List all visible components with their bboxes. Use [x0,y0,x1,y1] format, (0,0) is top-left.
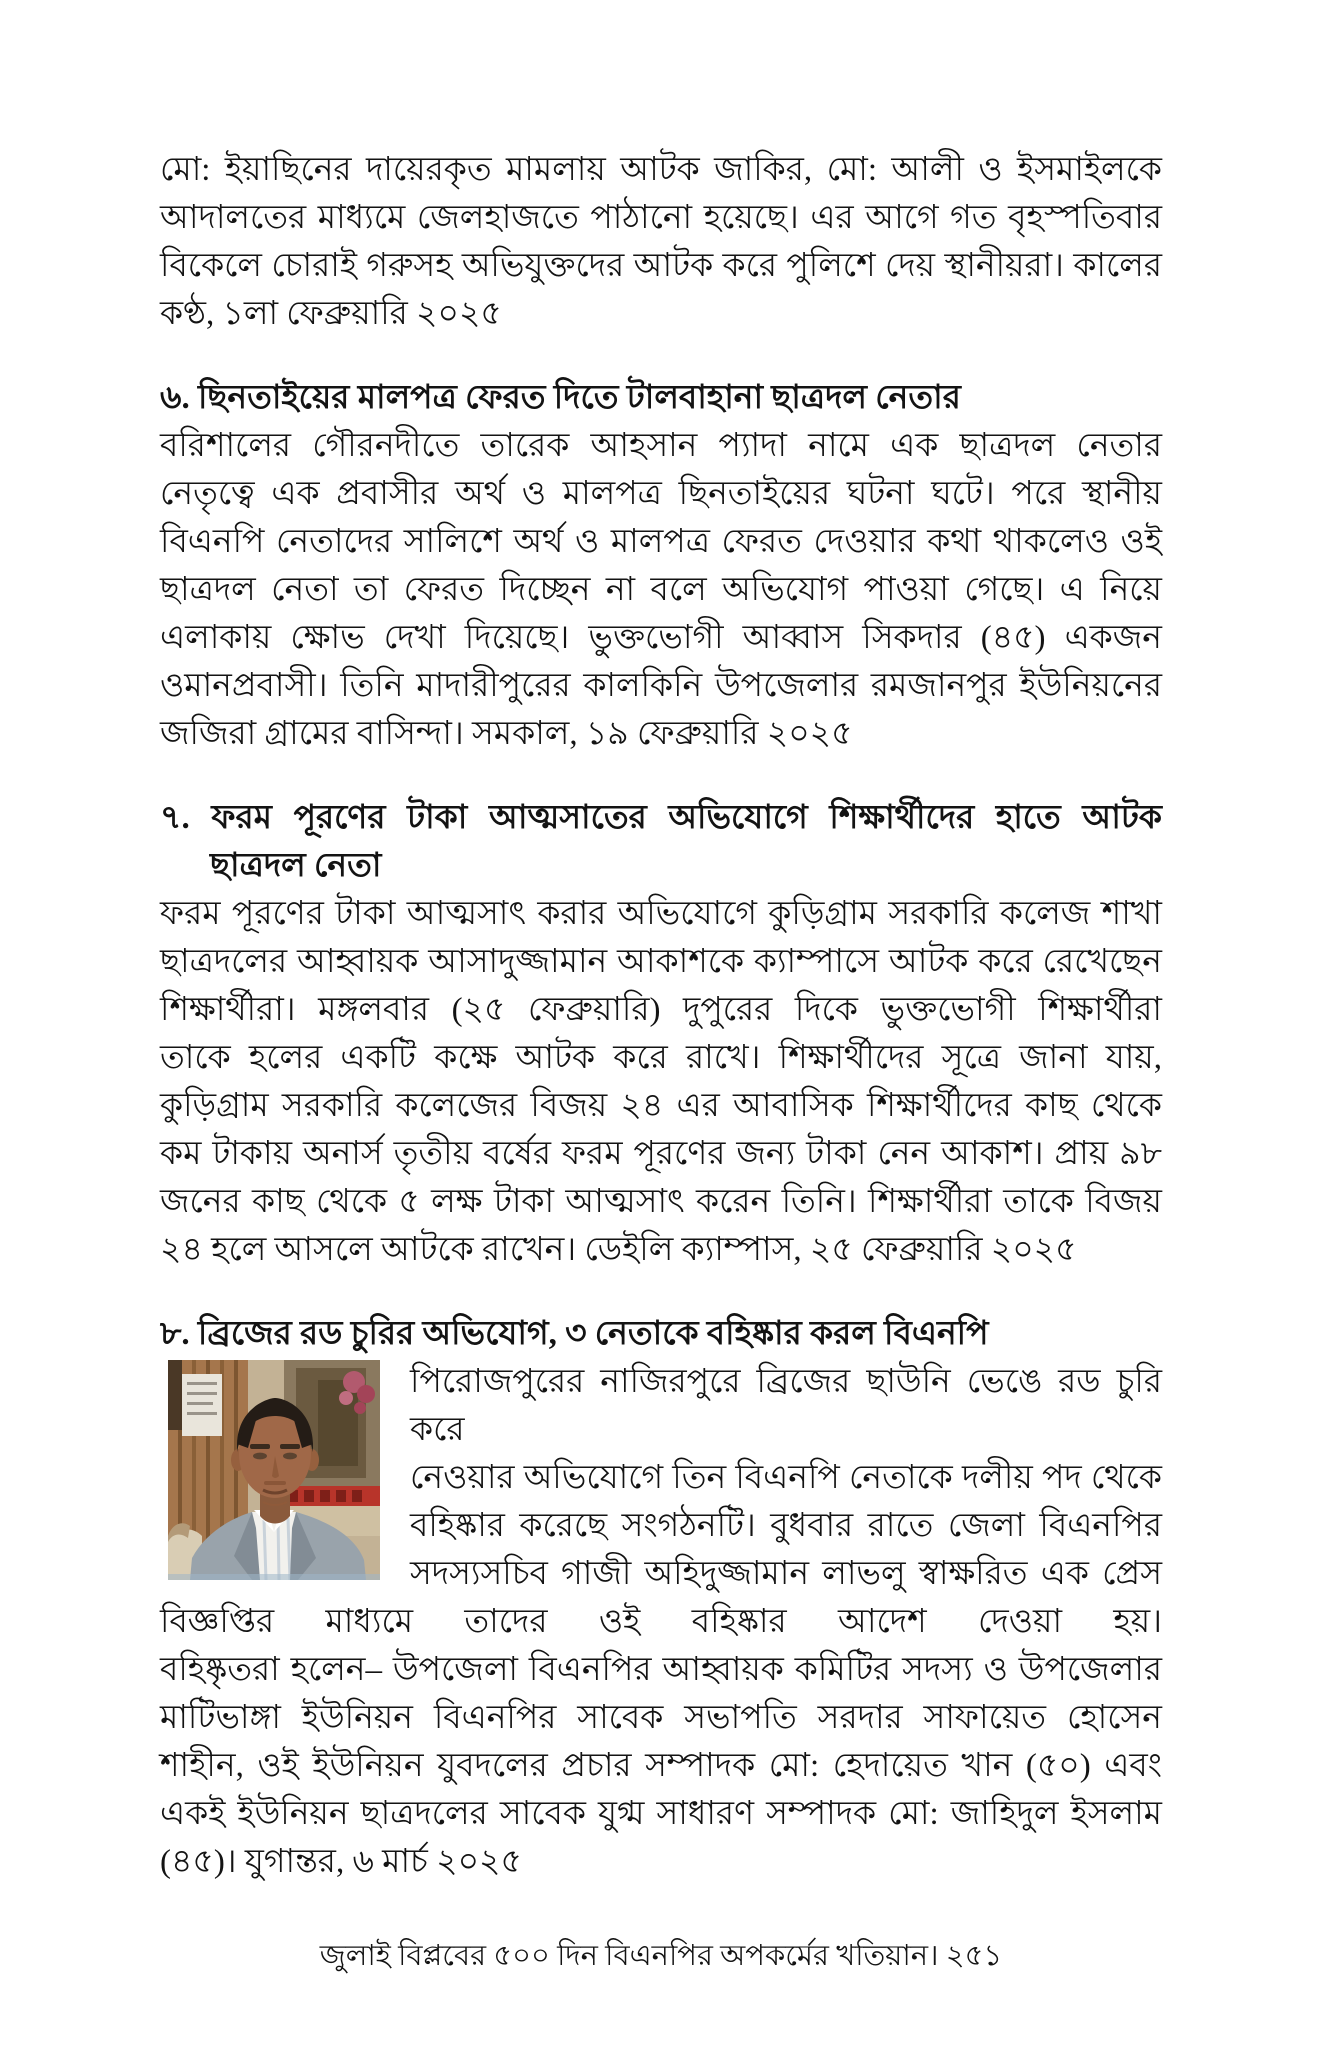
heading-section-7 [160,794,1162,890]
text-line: ছাত্রদল নেতা তা ফেরত দিচ্ছেন না বলে অভিযোগ পাওয়া গেছে। এ নিয়ে [160,572,1162,608]
text-line: ৬. ছিনতাইয়ের মালপত্র ফেরত দিতে টালবাহানা ছাত্রদল নেতার [160,380,961,416]
text-line: একই ইউনিয়ন ছাত্রদলের সাবেক যুগ্ম সাধারণ সম্পাদক মো: জাহিদুল ইসলাম [160,1796,1162,1832]
text-line: বিজ্ঞপ্তির মাধ্যমে তাদের ওই বহিষ্কার আদেশ দেওয়া হয়। [160,1604,1162,1640]
text-line: তাকে হলের একটি কক্ষে আটক করে রাখে। শিক্ষার্থীদের সূত্রে জানা যায়, [160,1040,1162,1076]
text-line: কণ্ঠ, ১লা ফেব্রুয়ারি ২০২৫ [160,296,502,332]
text-line: ৮. ব্রিজের রড চুরির অভিযোগ, ৩ নেতাকে বহিষ্কার করল বিএনপি [160,1316,989,1352]
text-line: আদালতের মাধ্যমে জেলহাজতে পাঠানো হয়েছে। এর আগে গত বৃহস্পতিবার [160,200,1162,236]
text-line: বহিষ্কৃতরা হলেন– উপজেলা বিএনপির আহ্বায়ক কমিটির সদস্য ও উপজেলার [160,1652,1162,1688]
text-line: এলাকায় ক্ষোভ দেখা দিয়েছে। ভুক্তভোগী আব্বাস সিকদার (৪৫) একজন [160,620,1162,656]
text-line: ফরম পূরণের টাকা আত্মসাৎ করার অভিযোগে কুড়িগ্রাম সরকারি কলেজ শাখা [160,896,1162,932]
text-line: কুড়িগ্রাম সরকারি কলেজের বিজয় ২৪ এর আবাসিক শিক্ষার্থীদের কাছ থেকে [160,1088,1162,1124]
news-photo [168,1360,380,1580]
paragraph-section-6 [160,422,1162,758]
text-line: বহিষ্কার করেছে সংগঠনটি। বুধবার রাতে জেলা বিএনপির [410,1508,1162,1544]
text-line: ছাত্রদলের আহ্বায়ক আসাদুজ্জামান আকাশকে ক্যাম্পাসে আটক করে রেখেছেন [160,944,1162,980]
text-line: মো: ইয়াছিনের দায়েরকৃত মামলায় আটক জাকির, মো: আলী ও ইসমাইলকে [160,152,1162,188]
footer-title: জুলাই বিপ্লবের ৫০০ দিন বিএনপির অপকর্মের খতিয়ান। [319,1940,939,1972]
text-line: নেতৃত্বে এক প্রবাসীর অর্থ ও মালপত্র ছিনতাইয়ের ঘটনা ঘটে। পরে স্থানীয় [160,476,1162,512]
text-line: ছাত্রদল নেতা [210,848,382,884]
page-footer [160,1936,1162,1976]
text-line: ২৪ হলে আসলে আটকে রাখেন। ডেইলি ক্যাম্পাস, ২৫ ফেব্রুয়ারি ২০২৫ [160,1232,1077,1268]
page-number: ২৫১ [945,1940,1003,1972]
text-line: বরিশালের গৌরনদীতে তারেক আহসান প্যাদা নামে এক ছাত্রদল নেতার [160,428,1162,464]
text-line: ওমানপ্রবাসী। তিনি মাদারীপুরের কালকিনি উপজেলার রমজানপুর ইউনিয়নের [160,668,1162,704]
text-line: বিএনপি নেতাদের সালিশে অর্থ ও মালপত্র ফেরত দেওয়ার কথা থাকলেও ওই [160,524,1162,560]
text-line: শিক্ষার্থীরা। মঙ্গলবার (২৫ ফেব্রুয়ারি) দুপুরের দিকে ভুক্তভোগী শিক্ষার্থীরা [160,992,1162,1028]
paragraph-section-7 [160,890,1162,1274]
text-line: বিকেলে চোরাই গরুসহ অভিযুক্তদের আটক করে পুলিশে দেয় স্থানীয়রা। কালের [160,248,1162,284]
text-line: পিরোজপুরের নাজিরপুরে ব্রিজের ছাউনি ভেঙে রড চুরি করে [410,1364,1162,1448]
text-line: শাহীন, ওই ইউনিয়ন যুবদলের প্রচার সম্পাদক মো: হেদায়েত খান (৫০) এবং [160,1748,1162,1784]
text-line: (৪৫)। যুগান্তর, ৬ মার্চ ২০২৫ [160,1844,522,1880]
text-line: জনের কাছ থেকে ৫ লক্ষ টাকা আত্মসাৎ করেন তিনি। শিক্ষার্থীরা তাকে বিজয় [160,1184,1162,1220]
text-line: কম টাকায় অনার্স তৃতীয় বর্ষের ফরম পূরণের জন্য টাকা নেন আকাশ। প্রায় ৯৮ [160,1136,1162,1172]
text-line: সদস্যসচিব গাজী অহিদুজ্জামান লাভলু স্বাক্ষরিত এক প্রেস [410,1556,1162,1592]
portrait-photo-illustration [168,1360,380,1580]
text-line: জজিরা গ্রামের বাসিন্দা। সমকাল, ১৯ ফেব্রুয়ারি ২০২৫ [160,716,853,752]
text-line: নেওয়ার অভিযোগে তিন বিএনপি নেতাকে দলীয় পদ থেকে [410,1460,1162,1496]
paragraph-section-8 [160,1358,1162,1886]
heading-section-6 [160,374,1162,422]
paragraph-continuation [160,146,1162,338]
text-line: ৭. ফরম পূরণের টাকা আত্মসাতের অভিযোগে শিক্ষার্থীদের হাতে আটক [160,800,1162,836]
text-line: মাটিভাঙ্গা ইউনিয়ন বিএনপির সাবেক সভাপতি সরদার সাফায়েত হোসেন [160,1700,1162,1736]
heading-section-8 [160,1310,1162,1358]
